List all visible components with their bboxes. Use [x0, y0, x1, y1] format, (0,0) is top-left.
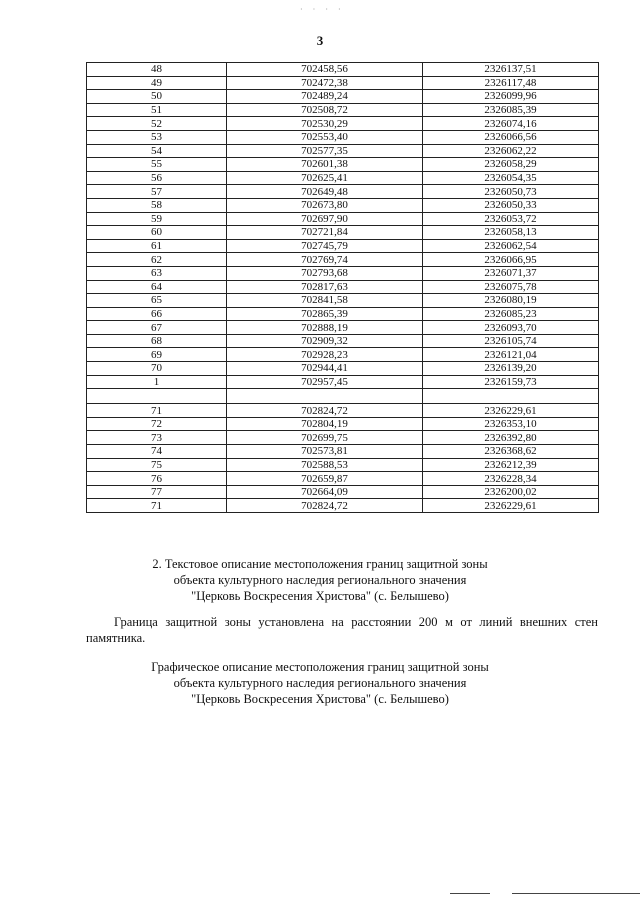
- table-row: [87, 417, 599, 431]
- table-row: [87, 294, 599, 308]
- point-number-cell: [87, 389, 227, 404]
- section-3-line-3: "Церковь Воскресения Христова" (с. Белышево): [191, 692, 449, 706]
- point-number-cell: 52: [87, 117, 227, 131]
- y-coordinate-cell: 2326085,39: [423, 103, 599, 117]
- y-coordinate-cell: 2326229,61: [423, 404, 599, 418]
- section-2-line-2: объекта культурного наследия регионального значения: [173, 573, 467, 587]
- point-number-cell: 56: [87, 171, 227, 185]
- y-coordinate-cell: 2326054,35: [423, 171, 599, 185]
- point-number-cell: 76: [87, 472, 227, 486]
- x-coordinate-cell: 702793,68: [227, 266, 423, 280]
- section-2-line-1: 2. Текстовое описание местоположения границ защитной зоны: [152, 557, 488, 571]
- table-row: [87, 458, 599, 472]
- point-number-cell: 70: [87, 362, 227, 376]
- x-coordinate-cell: 702508,72: [227, 103, 423, 117]
- section-3-line-2: объекта культурного наследия регионального значения: [173, 676, 467, 690]
- x-coordinate-cell: 702664,09: [227, 485, 423, 499]
- table-row: [87, 321, 599, 335]
- table-row: [87, 445, 599, 459]
- x-coordinate-cell: 702888,19: [227, 321, 423, 335]
- point-number-cell: 60: [87, 226, 227, 240]
- y-coordinate-cell: 2326229,61: [423, 499, 599, 513]
- x-coordinate-cell: 702573,81: [227, 445, 423, 459]
- x-coordinate-cell: 702649,48: [227, 185, 423, 199]
- point-number-cell: 71: [87, 404, 227, 418]
- y-coordinate-cell: 2326053,72: [423, 212, 599, 226]
- page-number: 3: [316, 33, 324, 48]
- footer-rule: [450, 893, 640, 895]
- table-row: [87, 253, 599, 267]
- point-number-cell: 63: [87, 266, 227, 280]
- point-number-cell: 77: [87, 485, 227, 499]
- table-row: [87, 117, 599, 131]
- point-number-cell: 74: [87, 445, 227, 459]
- x-coordinate-cell: 702697,90: [227, 212, 423, 226]
- point-number-cell: 51: [87, 103, 227, 117]
- x-coordinate-cell: 702804,19: [227, 417, 423, 431]
- table-row: [87, 171, 599, 185]
- boundary-paragraph-line-2: памятника.: [86, 631, 146, 645]
- x-coordinate-cell: 702472,38: [227, 76, 423, 90]
- table-row: [87, 198, 599, 212]
- x-coordinate-cell: 702553,40: [227, 130, 423, 144]
- y-coordinate-cell: 2326058,13: [423, 226, 599, 240]
- point-number-cell: 50: [87, 90, 227, 104]
- point-number-cell: 1: [87, 375, 227, 389]
- y-coordinate-cell: 2326080,19: [423, 294, 599, 308]
- table-row: [87, 266, 599, 280]
- table-row: [87, 431, 599, 445]
- x-coordinate-cell: 702824,72: [227, 499, 423, 513]
- y-coordinate-cell: 2326099,96: [423, 90, 599, 104]
- y-coordinate-cell: 2326392,80: [423, 431, 599, 445]
- table-row: [87, 485, 599, 499]
- section-3-line-1: Графическое описание местоположения границ защитной зоны: [151, 660, 489, 674]
- y-coordinate-cell: 2326117,48: [423, 76, 599, 90]
- x-coordinate-cell: 702458,56: [227, 63, 423, 77]
- boundary-paragraph-line-1: Граница защитной зоны установлена на расстоянии 200 м от линий внешних стен: [114, 615, 598, 629]
- y-coordinate-cell: 2326228,34: [423, 472, 599, 486]
- y-coordinate-cell: 2326159,73: [423, 375, 599, 389]
- table-row: [87, 90, 599, 104]
- table-row: [87, 404, 599, 418]
- y-coordinate-cell: 2326050,73: [423, 185, 599, 199]
- x-coordinate-cell: 702824,72: [227, 404, 423, 418]
- table-row: [87, 375, 599, 389]
- x-coordinate-cell: 702577,35: [227, 144, 423, 158]
- point-number-cell: 57: [87, 185, 227, 199]
- table-row: [87, 63, 599, 77]
- table-row: [87, 212, 599, 226]
- y-coordinate-cell: 2326066,56: [423, 130, 599, 144]
- table-row: [87, 185, 599, 199]
- boundary-paragraph: [86, 614, 598, 646]
- x-coordinate-cell: 702530,29: [227, 117, 423, 131]
- y-coordinate-cell: 2326121,04: [423, 348, 599, 362]
- table-row: [87, 144, 599, 158]
- point-number-cell: 65: [87, 294, 227, 308]
- y-coordinate-cell: 2326062,22: [423, 144, 599, 158]
- y-coordinate-cell: 2326066,95: [423, 253, 599, 267]
- y-coordinate-cell: 2326353,10: [423, 417, 599, 431]
- point-number-cell: 67: [87, 321, 227, 335]
- point-number-cell: 61: [87, 239, 227, 253]
- x-coordinate-cell: 702817,63: [227, 280, 423, 294]
- x-coordinate-cell: 702909,32: [227, 334, 423, 348]
- table-row: [87, 103, 599, 117]
- y-coordinate-cell: 2326075,78: [423, 280, 599, 294]
- x-coordinate-cell: 702588,53: [227, 458, 423, 472]
- point-number-cell: 53: [87, 130, 227, 144]
- table-row: [87, 76, 599, 90]
- section-2-line-3: "Церковь Воскресения Христова" (с. Белышево): [191, 589, 449, 603]
- table-row: [87, 334, 599, 348]
- point-number-cell: 71: [87, 499, 227, 513]
- x-coordinate-cell: 702625,41: [227, 171, 423, 185]
- section-2-heading: [0, 556, 640, 604]
- x-coordinate-cell: 702769,74: [227, 253, 423, 267]
- x-coordinate-cell: 702659,87: [227, 472, 423, 486]
- point-number-cell: 62: [87, 253, 227, 267]
- x-coordinate-cell: 702745,79: [227, 239, 423, 253]
- y-coordinate-cell: 2326062,54: [423, 239, 599, 253]
- y-coordinate-cell: 2326071,37: [423, 266, 599, 280]
- x-coordinate-cell: 702957,45: [227, 375, 423, 389]
- y-coordinate-cell: 2326074,16: [423, 117, 599, 131]
- table-row: [87, 130, 599, 144]
- table-row: [87, 472, 599, 486]
- point-number-cell: 59: [87, 212, 227, 226]
- y-coordinate-cell: 2326093,70: [423, 321, 599, 335]
- table-row: [87, 158, 599, 172]
- y-coordinate-cell: 2326105,74: [423, 334, 599, 348]
- y-coordinate-cell: [423, 389, 599, 404]
- point-number-cell: 49: [87, 76, 227, 90]
- point-number-cell: 75: [87, 458, 227, 472]
- point-number-cell: 55: [87, 158, 227, 172]
- x-coordinate-cell: 702721,84: [227, 226, 423, 240]
- x-coordinate-cell: 702699,75: [227, 431, 423, 445]
- point-number-cell: 66: [87, 307, 227, 321]
- x-coordinate-cell: 702928,23: [227, 348, 423, 362]
- table-row: [87, 239, 599, 253]
- point-number-cell: 48: [87, 63, 227, 77]
- table-row: [87, 280, 599, 294]
- x-coordinate-cell: 702489,24: [227, 90, 423, 104]
- point-number-cell: 58: [87, 198, 227, 212]
- y-coordinate-cell: 2326050,33: [423, 198, 599, 212]
- table-row: [87, 348, 599, 362]
- x-coordinate-cell: 702673,80: [227, 198, 423, 212]
- table-row: [87, 389, 599, 404]
- coordinates-table: [86, 62, 599, 513]
- y-coordinate-cell: 2326212,39: [423, 458, 599, 472]
- section-3-heading: [0, 659, 640, 707]
- coordinates-table-body: [87, 63, 599, 513]
- x-coordinate-cell: 702601,38: [227, 158, 423, 172]
- point-number-cell: 64: [87, 280, 227, 294]
- point-number-cell: 69: [87, 348, 227, 362]
- table-row: [87, 226, 599, 240]
- y-coordinate-cell: 2326368,62: [423, 445, 599, 459]
- x-coordinate-cell: [227, 389, 423, 404]
- y-coordinate-cell: 2326200,02: [423, 485, 599, 499]
- y-coordinate-cell: 2326137,51: [423, 63, 599, 77]
- point-number-cell: 68: [87, 334, 227, 348]
- table-row: [87, 307, 599, 321]
- point-number-cell: 72: [87, 417, 227, 431]
- y-coordinate-cell: 2326058,29: [423, 158, 599, 172]
- point-number-cell: 73: [87, 431, 227, 445]
- scan-artifact-dots: · · · ·: [300, 5, 345, 14]
- x-coordinate-cell: 702944,41: [227, 362, 423, 376]
- x-coordinate-cell: 702841,58: [227, 294, 423, 308]
- x-coordinate-cell: 702865,39: [227, 307, 423, 321]
- point-number-cell: 54: [87, 144, 227, 158]
- table-row: [87, 362, 599, 376]
- y-coordinate-cell: 2326085,23: [423, 307, 599, 321]
- y-coordinate-cell: 2326139,20: [423, 362, 599, 376]
- table-row: [87, 499, 599, 513]
